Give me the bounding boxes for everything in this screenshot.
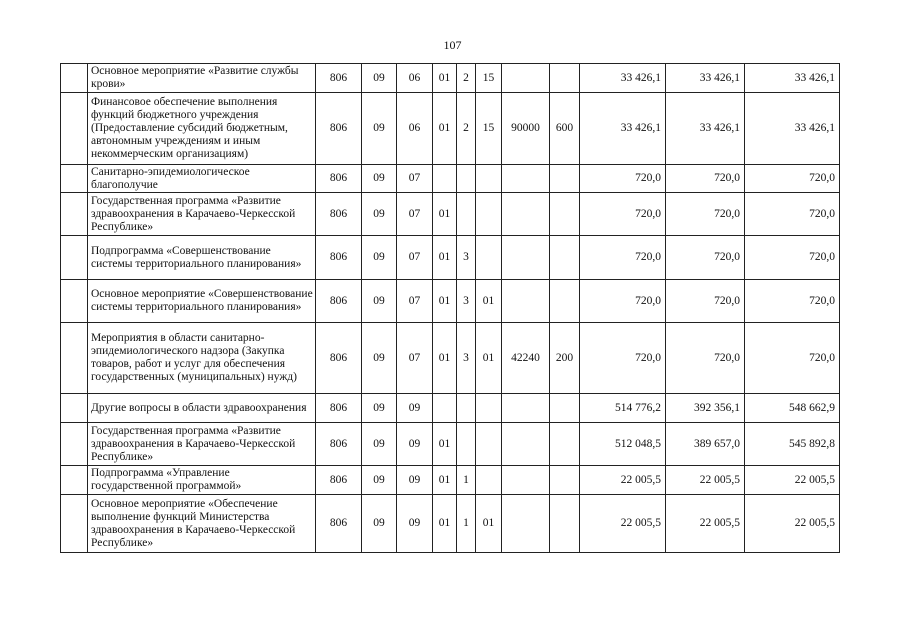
- amount-year-2-cell: 392 356,1: [666, 394, 745, 423]
- direction-code-cell: [502, 236, 550, 280]
- amount-year-2-cell: 720,0: [666, 236, 745, 280]
- item-name-cell: Основное мероприятие «Совершенствование системы территориального планирования»: [88, 280, 316, 323]
- item-name-cell: Государственная программа «Развитие здравоохранения в Карачаево-Черкесской Республике»: [88, 423, 316, 466]
- subsection-code-cell: 09: [397, 423, 433, 466]
- amount-year-2-cell: 720,0: [666, 280, 745, 323]
- ministry-code-cell: 806: [316, 93, 362, 165]
- program-code-cell: 01: [433, 495, 457, 553]
- expense-type-cell: [550, 193, 580, 236]
- amount-year-1-cell: 720,0: [580, 165, 666, 193]
- row-marker-cell: [61, 165, 88, 193]
- section-code-cell: 09: [362, 466, 397, 495]
- table-row: [61, 394, 840, 423]
- section-code-cell: 09: [362, 323, 397, 394]
- row-marker-cell: [61, 495, 88, 553]
- event-code-cell: 01: [476, 495, 502, 553]
- expense-type-cell: [550, 64, 580, 93]
- subsection-code-cell: 07: [397, 193, 433, 236]
- amount-year-3-cell: 720,0: [745, 236, 840, 280]
- section-code-cell: 09: [362, 193, 397, 236]
- table-row: [61, 193, 840, 236]
- direction-code-cell: [502, 466, 550, 495]
- program-code-cell: 01: [433, 423, 457, 466]
- expense-type-cell: [550, 466, 580, 495]
- row-marker-cell: [61, 236, 88, 280]
- amount-year-1-cell: 22 005,5: [580, 495, 666, 553]
- subprogram-code-cell: 2: [457, 64, 476, 93]
- event-code-cell: 01: [476, 323, 502, 394]
- row-marker-cell: [61, 423, 88, 466]
- event-code-cell: 15: [476, 64, 502, 93]
- amount-year-2-cell: 33 426,1: [666, 93, 745, 165]
- program-code-cell: [433, 165, 457, 193]
- direction-code-cell: [502, 193, 550, 236]
- item-name-cell: Основное мероприятие «Обеспечение выполнение функций Министерства здравоохранения в Карачаево-Черкесской Республике»: [88, 495, 316, 553]
- row-marker-cell: [61, 466, 88, 495]
- amount-year-1-cell: 720,0: [580, 323, 666, 394]
- amount-year-2-cell: 22 005,5: [666, 495, 745, 553]
- item-name-cell: Санитарно-эпидемиологическое благополучие: [88, 165, 316, 193]
- event-code-cell: [476, 466, 502, 495]
- ministry-code-cell: 806: [316, 394, 362, 423]
- expense-type-cell: [550, 423, 580, 466]
- subsection-code-cell: 09: [397, 466, 433, 495]
- amount-year-3-cell: 33 426,1: [745, 64, 840, 93]
- amount-year-1-cell: 33 426,1: [580, 93, 666, 165]
- expense-type-cell: 600: [550, 93, 580, 165]
- event-code-cell: 01: [476, 280, 502, 323]
- event-code-cell: [476, 165, 502, 193]
- table-row: [61, 323, 840, 394]
- section-code-cell: 09: [362, 394, 397, 423]
- event-code-cell: [476, 423, 502, 466]
- amount-year-2-cell: 720,0: [666, 323, 745, 394]
- amount-year-3-cell: 720,0: [745, 280, 840, 323]
- subprogram-code-cell: [457, 423, 476, 466]
- row-marker-cell: [61, 193, 88, 236]
- row-marker-cell: [61, 323, 88, 394]
- table-row: [61, 423, 840, 466]
- subprogram-code-cell: 1: [457, 495, 476, 553]
- program-code-cell: 01: [433, 466, 457, 495]
- amount-year-3-cell: 22 005,5: [745, 466, 840, 495]
- expense-type-cell: [550, 280, 580, 323]
- table-row: [61, 64, 840, 93]
- expense-type-cell: [550, 165, 580, 193]
- program-code-cell: 01: [433, 193, 457, 236]
- item-name-cell: Финансовое обеспечение выполнения функций бюджетного учреждения (Предоставление субсидий бюджетным, автономным учреждениям и иным некоммерческим организациям): [88, 93, 316, 165]
- amount-year-3-cell: 545 892,8: [745, 423, 840, 466]
- item-name-cell: Мероприятия в области санитарно-эпидемиологического надзора (Закупка товаров, работ и услуг для обеспечения государственных (муниципальных) нужд): [88, 323, 316, 394]
- subsection-code-cell: 07: [397, 165, 433, 193]
- subsection-code-cell: 07: [397, 236, 433, 280]
- direction-code-cell: 42240: [502, 323, 550, 394]
- item-name-cell: Подпрограмма «Управление государственной программой»: [88, 466, 316, 495]
- event-code-cell: 15: [476, 93, 502, 165]
- amount-year-2-cell: 720,0: [666, 193, 745, 236]
- page-number: 107: [443, 38, 462, 52]
- subprogram-code-cell: 3: [457, 280, 476, 323]
- amount-year-3-cell: 720,0: [745, 193, 840, 236]
- amount-year-1-cell: 33 426,1: [580, 64, 666, 93]
- subsection-code-cell: 07: [397, 323, 433, 394]
- subprogram-code-cell: 3: [457, 323, 476, 394]
- table-row: [61, 466, 840, 495]
- amount-year-1-cell: 720,0: [580, 236, 666, 280]
- amount-year-3-cell: 22 005,5: [745, 495, 840, 553]
- ministry-code-cell: 806: [316, 165, 362, 193]
- amount-year-2-cell: 720,0: [666, 165, 745, 193]
- item-name-cell: Подпрограмма «Совершенствование системы территориального планирования»: [88, 236, 316, 280]
- amount-year-1-cell: 22 005,5: [580, 466, 666, 495]
- program-code-cell: 01: [433, 323, 457, 394]
- section-code-cell: 09: [362, 495, 397, 553]
- ministry-code-cell: 806: [316, 323, 362, 394]
- program-code-cell: [433, 394, 457, 423]
- subprogram-code-cell: [457, 165, 476, 193]
- ministry-code-cell: 806: [316, 236, 362, 280]
- direction-code-cell: [502, 64, 550, 93]
- amount-year-1-cell: 720,0: [580, 280, 666, 323]
- amount-year-2-cell: 33 426,1: [666, 64, 745, 93]
- subsection-code-cell: 09: [397, 394, 433, 423]
- event-code-cell: [476, 394, 502, 423]
- ministry-code-cell: 806: [316, 495, 362, 553]
- amount-year-2-cell: 389 657,0: [666, 423, 745, 466]
- table-row: [61, 165, 840, 193]
- subsection-code-cell: 06: [397, 64, 433, 93]
- ministry-code-cell: 806: [316, 193, 362, 236]
- section-code-cell: 09: [362, 280, 397, 323]
- direction-code-cell: [502, 280, 550, 323]
- ministry-code-cell: 806: [316, 466, 362, 495]
- expense-type-cell: [550, 495, 580, 553]
- amount-year-1-cell: 514 776,2: [580, 394, 666, 423]
- subprogram-code-cell: 2: [457, 93, 476, 165]
- subsection-code-cell: 09: [397, 495, 433, 553]
- section-code-cell: 09: [362, 236, 397, 280]
- direction-code-cell: [502, 495, 550, 553]
- subprogram-code-cell: [457, 193, 476, 236]
- direction-code-cell: [502, 165, 550, 193]
- row-marker-cell: [61, 280, 88, 323]
- section-code-cell: 09: [362, 165, 397, 193]
- amount-year-1-cell: 720,0: [580, 193, 666, 236]
- item-name-cell: Государственная программа «Развитие здравоохранения в Карачаево-Черкесской Республике»: [88, 193, 316, 236]
- amount-year-3-cell: 720,0: [745, 323, 840, 394]
- row-marker-cell: [61, 93, 88, 165]
- ministry-code-cell: 806: [316, 280, 362, 323]
- item-name-cell: Другие вопросы в области здравоохранения: [88, 394, 316, 423]
- subsection-code-cell: 06: [397, 93, 433, 165]
- amount-year-3-cell: 548 662,9: [745, 394, 840, 423]
- table-row: [61, 93, 840, 165]
- table-row: [61, 236, 840, 280]
- ministry-code-cell: 806: [316, 64, 362, 93]
- expense-type-cell: [550, 236, 580, 280]
- amount-year-1-cell: 512 048,5: [580, 423, 666, 466]
- subsection-code-cell: 07: [397, 280, 433, 323]
- expense-type-cell: 200: [550, 323, 580, 394]
- section-code-cell: 09: [362, 64, 397, 93]
- event-code-cell: [476, 193, 502, 236]
- direction-code-cell: [502, 423, 550, 466]
- direction-code-cell: [502, 394, 550, 423]
- section-code-cell: 09: [362, 423, 397, 466]
- amount-year-3-cell: 720,0: [745, 165, 840, 193]
- program-code-cell: 01: [433, 236, 457, 280]
- section-code-cell: 09: [362, 93, 397, 165]
- amount-year-2-cell: 22 005,5: [666, 466, 745, 495]
- row-marker-cell: [61, 64, 88, 93]
- direction-code-cell: 90000: [502, 93, 550, 165]
- table-row: [61, 280, 840, 323]
- ministry-code-cell: 806: [316, 423, 362, 466]
- program-code-cell: 01: [433, 93, 457, 165]
- subprogram-code-cell: 1: [457, 466, 476, 495]
- subprogram-code-cell: [457, 394, 476, 423]
- program-code-cell: 01: [433, 64, 457, 93]
- expense-type-cell: [550, 394, 580, 423]
- budget-table: [60, 63, 840, 553]
- event-code-cell: [476, 236, 502, 280]
- item-name-cell: Основное мероприятие «Развитие службы крови»: [88, 64, 316, 93]
- program-code-cell: 01: [433, 280, 457, 323]
- table-row: [61, 495, 840, 553]
- subprogram-code-cell: 3: [457, 236, 476, 280]
- amount-year-3-cell: 33 426,1: [745, 93, 840, 165]
- row-marker-cell: [61, 394, 88, 423]
